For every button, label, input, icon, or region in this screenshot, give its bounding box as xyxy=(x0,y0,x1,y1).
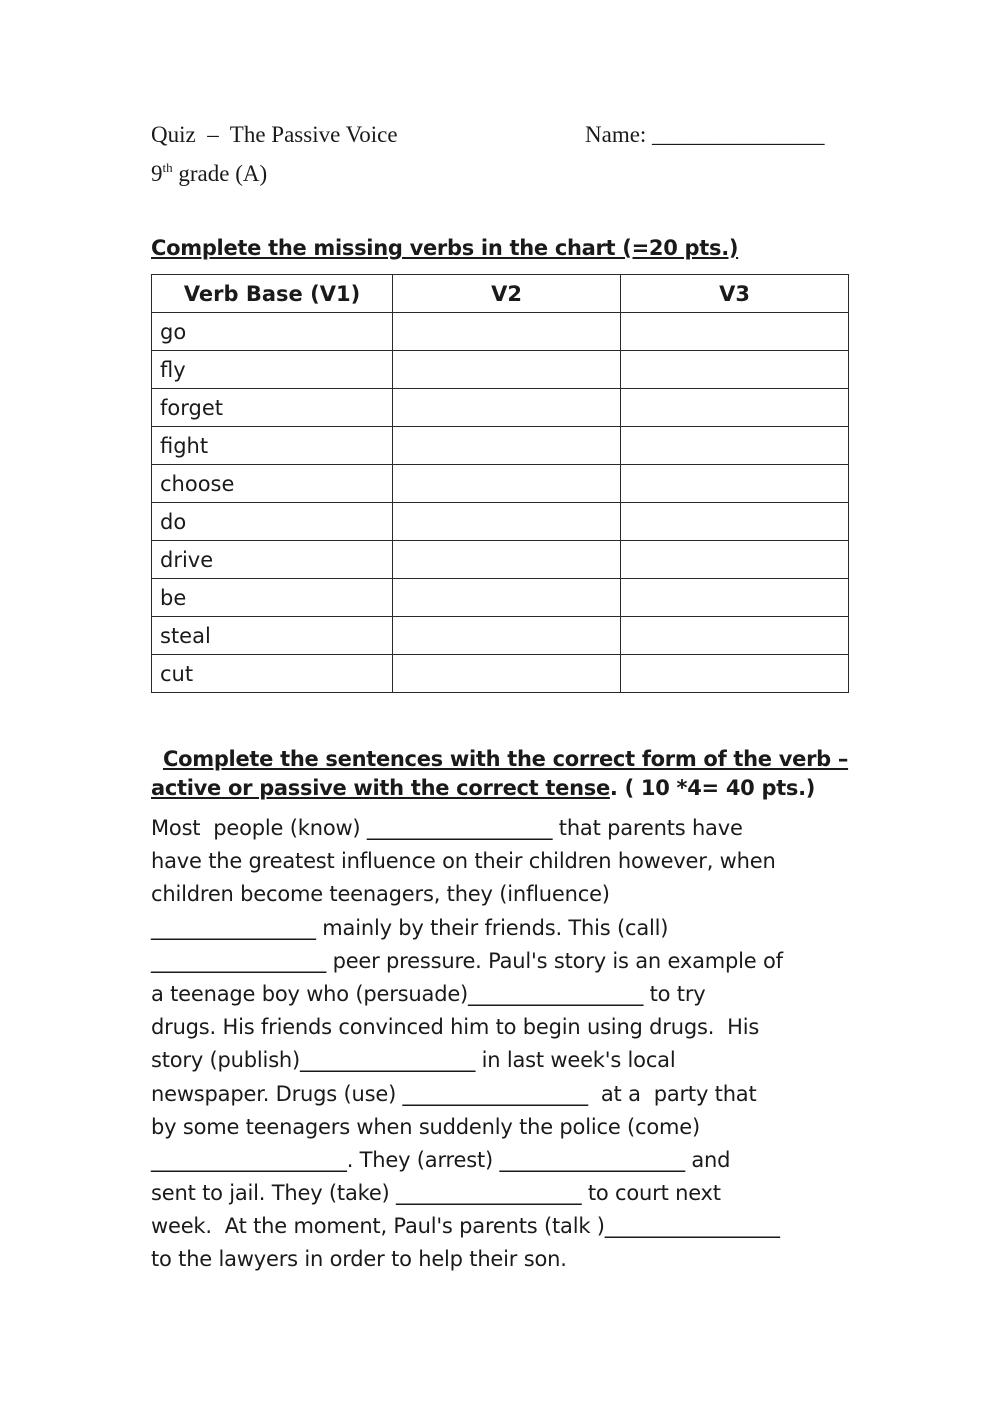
passage-line[interactable]: ___________________. They (arrest) __________________ and xyxy=(151,1147,731,1172)
v3-answer-cell[interactable] xyxy=(621,465,849,503)
name-field-label: Name: _______________ xyxy=(585,122,825,147)
column-header-v1: Verb Base (V1) xyxy=(152,275,393,313)
passage-line[interactable]: newspaper. Drugs (use) __________________ at a party that xyxy=(151,1081,757,1106)
v3-answer-cell[interactable] xyxy=(621,617,849,655)
passage-line: have the greatest influence on their children however, when xyxy=(151,849,776,874)
grade-ordinal-suffix: th xyxy=(162,160,173,175)
grade-line xyxy=(151,161,267,187)
table-row xyxy=(152,465,849,503)
v3-answer-cell[interactable] xyxy=(621,541,849,579)
v2-answer-cell[interactable] xyxy=(393,617,621,655)
column-header-v3: V3 xyxy=(621,275,849,313)
table-row xyxy=(152,617,849,655)
verb-base-cell: steal xyxy=(152,617,393,655)
v3-answer-cell[interactable] xyxy=(621,313,849,351)
passage-line[interactable]: Most people (know) __________________ that parents have xyxy=(151,816,743,840)
table-row xyxy=(152,655,849,693)
passage-line[interactable]: story (publish)_________________ in last week's local xyxy=(151,1048,676,1073)
verb-base-cell: choose xyxy=(152,465,393,503)
table-row xyxy=(152,351,849,389)
v3-answer-cell[interactable] xyxy=(621,503,849,541)
passage-line[interactable]: week. At the moment, Paul's parents (talk )_________________ xyxy=(151,1214,780,1239)
section2-heading-line2 xyxy=(151,774,851,803)
v2-answer-cell[interactable] xyxy=(393,389,621,427)
passage-line: children become teenagers, they (influence) xyxy=(151,882,610,907)
v2-answer-cell[interactable] xyxy=(393,541,621,579)
verb-chart-table xyxy=(151,274,849,693)
verb-base-cell: be xyxy=(152,579,393,617)
v3-answer-cell[interactable] xyxy=(621,389,849,427)
verb-base-cell: do xyxy=(152,503,393,541)
passage-line[interactable]: sent to jail. They (take) __________________ to court next xyxy=(151,1181,721,1206)
v2-answer-cell[interactable] xyxy=(393,465,621,503)
v2-answer-cell[interactable] xyxy=(393,503,621,541)
passage-line: by some teenagers when suddenly the police (come) xyxy=(151,1114,700,1139)
passage-line[interactable]: ________________ mainly by their friends. This (call) xyxy=(151,915,669,940)
table-row xyxy=(152,389,849,427)
verb-base-cell: fly xyxy=(152,351,393,389)
v2-answer-cell[interactable] xyxy=(393,579,621,617)
table-row xyxy=(152,503,849,541)
section2-heading-line1-text: Complete the sentences with the correct form of the verb – xyxy=(163,747,849,771)
table-row xyxy=(152,427,849,465)
section2-points: . ( 10 *4= 40 pts.) xyxy=(609,776,816,800)
section2-heading-line2-underlined: active or passive with the correct tense xyxy=(151,776,610,800)
v3-answer-cell[interactable] xyxy=(621,351,849,389)
v3-answer-cell[interactable] xyxy=(621,655,849,693)
v2-answer-cell[interactable] xyxy=(393,427,621,465)
verb-base-cell: go xyxy=(152,313,393,351)
passage-line[interactable]: a teenage boy who (persuade)_________________ to try xyxy=(151,981,706,1006)
verb-base-cell: fight xyxy=(152,427,393,465)
v2-answer-cell[interactable] xyxy=(393,655,621,693)
table-row xyxy=(152,313,849,351)
quiz-title: Quiz – The Passive Voice xyxy=(151,122,398,147)
section1-heading: Complete the missing verbs in the chart (=20 pts.) xyxy=(151,236,739,260)
passage-line: to the lawyers in order to help their son. xyxy=(151,1247,567,1272)
v2-answer-cell[interactable] xyxy=(393,313,621,351)
v3-answer-cell[interactable] xyxy=(621,427,849,465)
v3-answer-cell[interactable] xyxy=(621,579,849,617)
verb-base-cell: forget xyxy=(152,389,393,427)
table-row xyxy=(152,579,849,617)
fill-in-passage xyxy=(151,812,871,1277)
table-row xyxy=(152,541,849,579)
section2-heading xyxy=(151,745,851,803)
passage-line[interactable]: _________________ peer pressure. Paul's story is an example of xyxy=(151,948,783,973)
verb-base-cell: drive xyxy=(152,541,393,579)
grade-number: 9 xyxy=(151,161,163,186)
section2-heading-line1 xyxy=(151,745,851,774)
grade-label: grade (A) xyxy=(172,161,268,186)
table-header-row xyxy=(152,275,849,313)
passage-line: drugs. His friends convinced him to begin using drugs. His xyxy=(151,1015,760,1040)
verb-base-cell: cut xyxy=(152,655,393,693)
column-header-v2: V2 xyxy=(393,275,621,313)
v2-answer-cell[interactable] xyxy=(393,351,621,389)
